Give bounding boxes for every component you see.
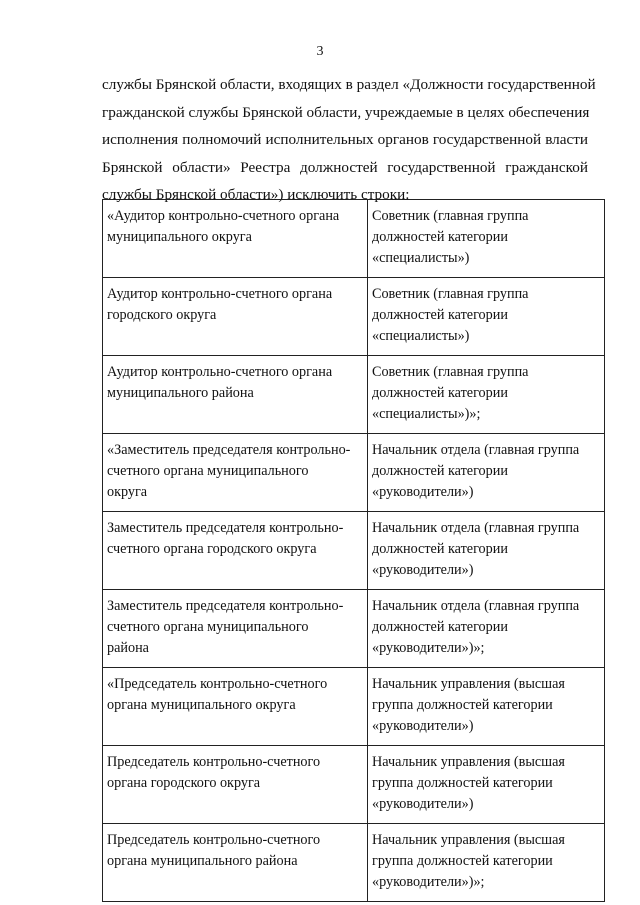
- table-row: [103, 590, 605, 668]
- category-cell: [368, 824, 605, 902]
- category-cell: [368, 590, 605, 668]
- position-title: Заместитель председателя контрольно- счетного органа городского округа: [107, 520, 344, 557]
- position-category: Начальник управления (высшая группа должностей категории «руководители»)»;: [372, 832, 565, 890]
- intro-line: службы Брянской области») исключить строки:: [102, 186, 410, 203]
- table-row: [103, 356, 605, 434]
- position-title: «Председатель контрольно-счетного органа муниципального округа: [107, 676, 328, 713]
- table-row: [103, 668, 605, 746]
- position-category: Начальник управления (высшая группа должностей категории «руководители»): [372, 676, 565, 734]
- position-category: Начальник управления (высшая группа должностей категории «руководители»): [372, 754, 565, 812]
- position-category: Начальник отдела (главная группа должностей категории «руководители»)»;: [372, 598, 580, 656]
- page-number: 3: [316, 44, 324, 59]
- position-title: Председатель контрольно-счетного органа городского округа: [107, 754, 321, 791]
- position-category: Советник (главная группа должностей категории «специалисты»): [372, 208, 529, 266]
- position-title: Аудитор контрольно-счетного органа муниципального района: [107, 364, 333, 401]
- position-title: Аудитор контрольно-счетного органа городского округа: [107, 286, 333, 323]
- table-row: [103, 200, 605, 278]
- position-cell: [103, 668, 368, 746]
- category-cell: [368, 746, 605, 824]
- intro-line: гражданской службы Брянской области, учреждаемые в целях обеспечения: [102, 103, 590, 121]
- category-cell: [368, 200, 605, 278]
- table-row: [103, 824, 605, 902]
- intro-line: исполнения полномочий исполнительных органов государственной власти: [102, 131, 588, 148]
- position-cell: [103, 746, 368, 824]
- position-category: Советник (главная группа должностей категории «специалисты»)»;: [372, 364, 529, 422]
- position-title: Председатель контрольно-счетного органа муниципального района: [107, 832, 321, 869]
- intro-line: Брянской области» Реестра должностей государственной гражданской: [102, 158, 588, 176]
- category-cell: [368, 512, 605, 590]
- position-cell: [103, 278, 368, 356]
- position-title: Заместитель председателя контрольно- счетного органа муниципального района: [107, 598, 344, 656]
- category-cell: [368, 434, 605, 512]
- position-category: Начальник отдела (главная группа должностей категории «руководители»): [372, 442, 580, 500]
- position-title: «Аудитор контрольно-счетного органа муниципального округа: [107, 208, 340, 245]
- table-row: [103, 434, 605, 512]
- category-cell: [368, 356, 605, 434]
- position-cell: [103, 512, 368, 590]
- position-cell: [103, 824, 368, 902]
- positions-table: [102, 199, 605, 902]
- intro-paragraph: [102, 71, 596, 209]
- position-title: «Заместитель председателя контрольно- счетного органа муниципального округа: [107, 442, 351, 500]
- position-cell: [103, 356, 368, 434]
- position-cell: [103, 200, 368, 278]
- position-cell: [103, 434, 368, 512]
- category-cell: [368, 668, 605, 746]
- position-cell: [103, 590, 368, 668]
- position-category: Советник (главная группа должностей категории «специалисты»): [372, 286, 529, 344]
- category-cell: [368, 278, 605, 356]
- position-category: Начальник отдела (главная группа должностей категории «руководители»): [372, 520, 580, 578]
- intro-line: службы Брянской области, входящих в раздел «Должности государственной: [102, 76, 596, 93]
- table-row: [103, 278, 605, 356]
- table-row: [103, 512, 605, 590]
- table-row: [103, 746, 605, 824]
